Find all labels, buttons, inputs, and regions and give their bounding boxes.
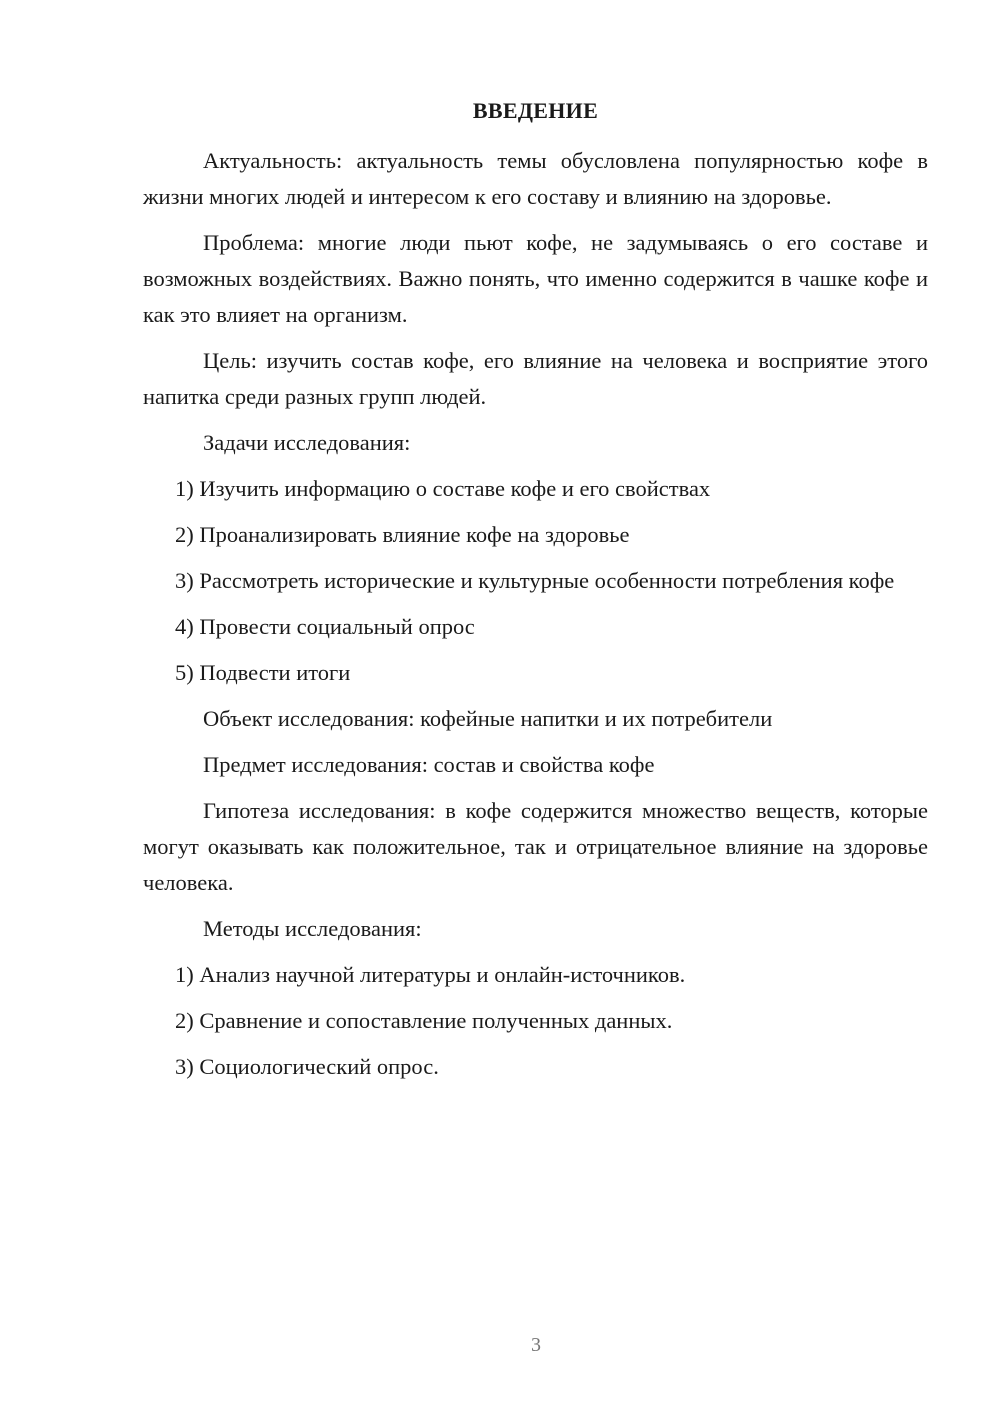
body-text [143, 143, 928, 1095]
list-item-task-3: 3) Рассмотреть исторические и культурные особенности потребления кофе [175, 568, 895, 593]
list-item-method-1: 1) Анализ научной литературы и онлайн-источников. [175, 962, 686, 987]
list-item-method-3: 3) Социологический опрос. [175, 1054, 439, 1079]
paragraph-methods-heading: Методы исследования: [203, 916, 422, 941]
list-item-method-2: 2) Сравнение и сопоставление полученных данных. [175, 1008, 673, 1033]
paragraph-hypothesis: Гипотеза исследования: в кофе содержится множество веществ, которые могут оказывать как положительное, так и отрицательное влияние на здоровье человека. [143, 798, 928, 895]
list-item-task-1: 1) Изучить информацию о составе кофе и его свойствах [175, 476, 711, 501]
list-item-task-2: 2) Проанализировать влияние кофе на здоровье [175, 522, 630, 547]
paragraph-problem: Проблема: многие люди пьют кофе, не задумываясь о его составе и возможных воздействиях. Важно понять, что именно содержится в чашке кофе и как это влияет на организм. [143, 230, 928, 327]
list-item-task-5: 5) Подвести итоги [175, 660, 351, 685]
paragraph-subject: Предмет исследования: состав и свойства кофе [203, 752, 655, 777]
list-item-task-4: 4) Провести социальный опрос [175, 614, 475, 639]
paragraph-relevance: Актуальность: актуальность темы обусловлена популярностью кофе в жизни многих людей и интересом к его составу и влиянию на здоровье. [143, 148, 928, 209]
paragraph-tasks-heading: Задачи исследования: [203, 430, 411, 455]
paragraph-goal: Цель: изучить состав кофе, его влияние на человека и восприятие этого напитка среди разных групп людей. [143, 348, 928, 409]
page-number: 3 [531, 1334, 541, 1356]
section-heading: ВВЕДЕНИЕ [472, 98, 599, 123]
paragraph-object: Объект исследования: кофейные напитки и их потребители [203, 706, 773, 731]
